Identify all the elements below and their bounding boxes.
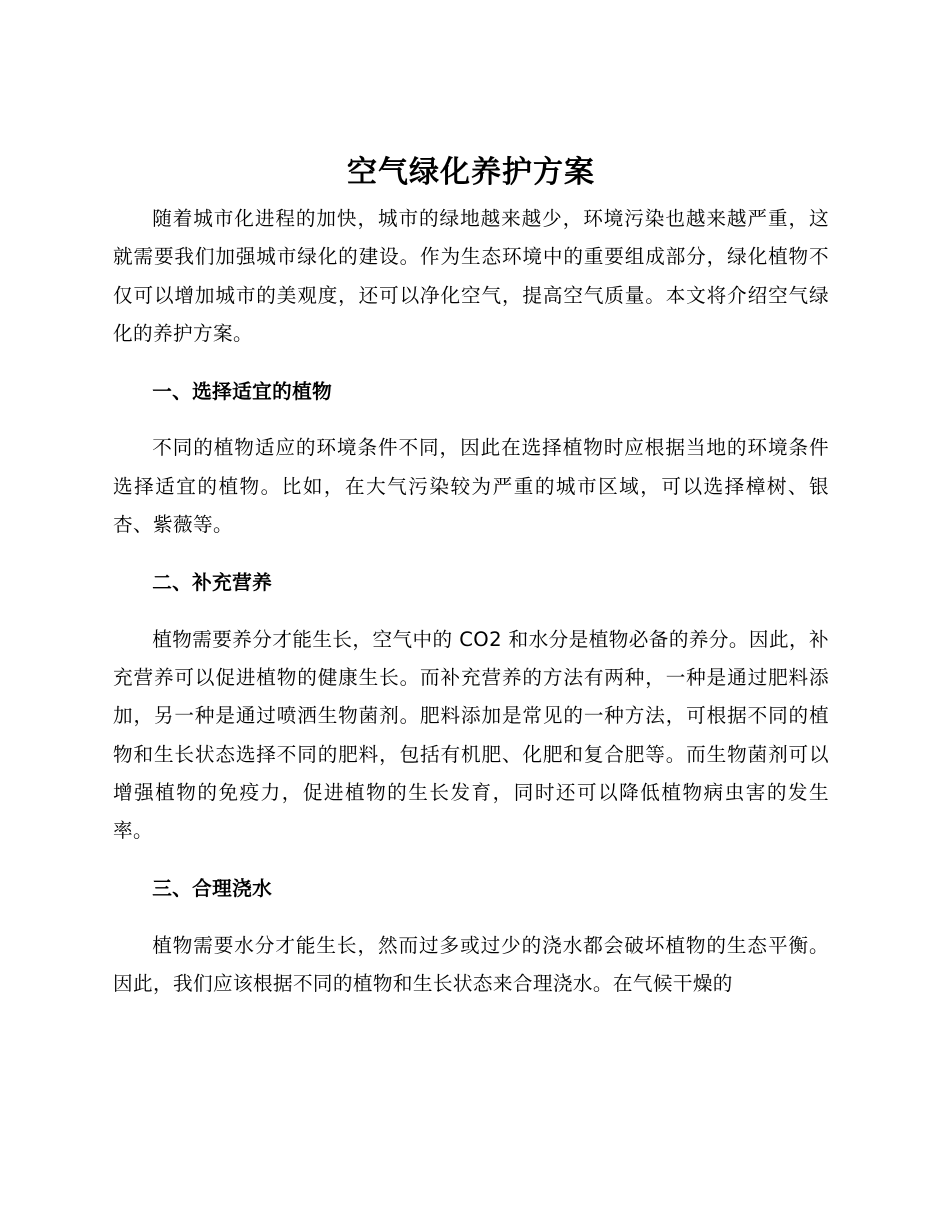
document-title: 空气绿化养护方案 <box>347 155 595 190</box>
section-heading-nutrition: 二、补充营养 <box>152 571 273 595</box>
section-paragraph-nutrition: 植物需要养分才能生长，空气中的 CO2 和水分是植物必备的养分。因此，补充营养可以促进植物的健康生长。而补充营养的方法有两种，一种是通过肥料添加，另一种是通过喷洒生物菌剂。肥料添加是常见的一种方法，可根据不同的植物和生长状态选择不同的肥料，包括有机肥、化肥和复合肥等。而生物菌剂可以增强植物的免疫力，促进植物的生长发育，同时还可以降低植物病虫害的发生率。 <box>113 627 829 843</box>
document-body <box>113 148 829 1003</box>
intro-paragraph: 随着城市化进程的加快，城市的绿地越来越少，环境污染也越来越严重，这就需要我们加强城市绿化的建设。作为生态环境中的重要组成部分，绿化植物不仅可以增加城市的美观度，还可以净化空气，提高空气质量。本文将介绍空气绿化的养护方案。 <box>113 207 829 345</box>
section-paragraph-select-plants: 不同的植物适应的环境条件不同，因此在选择植物时应根据当地的环境条件选择适宜的植物。比如，在大气污染较为严重的城市区域，可以选择樟树、银杏、紫薇等。 <box>113 436 829 537</box>
section-heading-select-plants: 一、选择适宜的植物 <box>152 380 333 404</box>
section-heading-watering: 三、合理浇水 <box>152 877 273 901</box>
section-paragraph-watering: 植物需要水分才能生长，然而过多或过少的浇水都会破坏植物的生态平衡。因此，我们应该根据不同的植物和生长状态来合理浇水。在气候干燥的 <box>113 933 829 996</box>
